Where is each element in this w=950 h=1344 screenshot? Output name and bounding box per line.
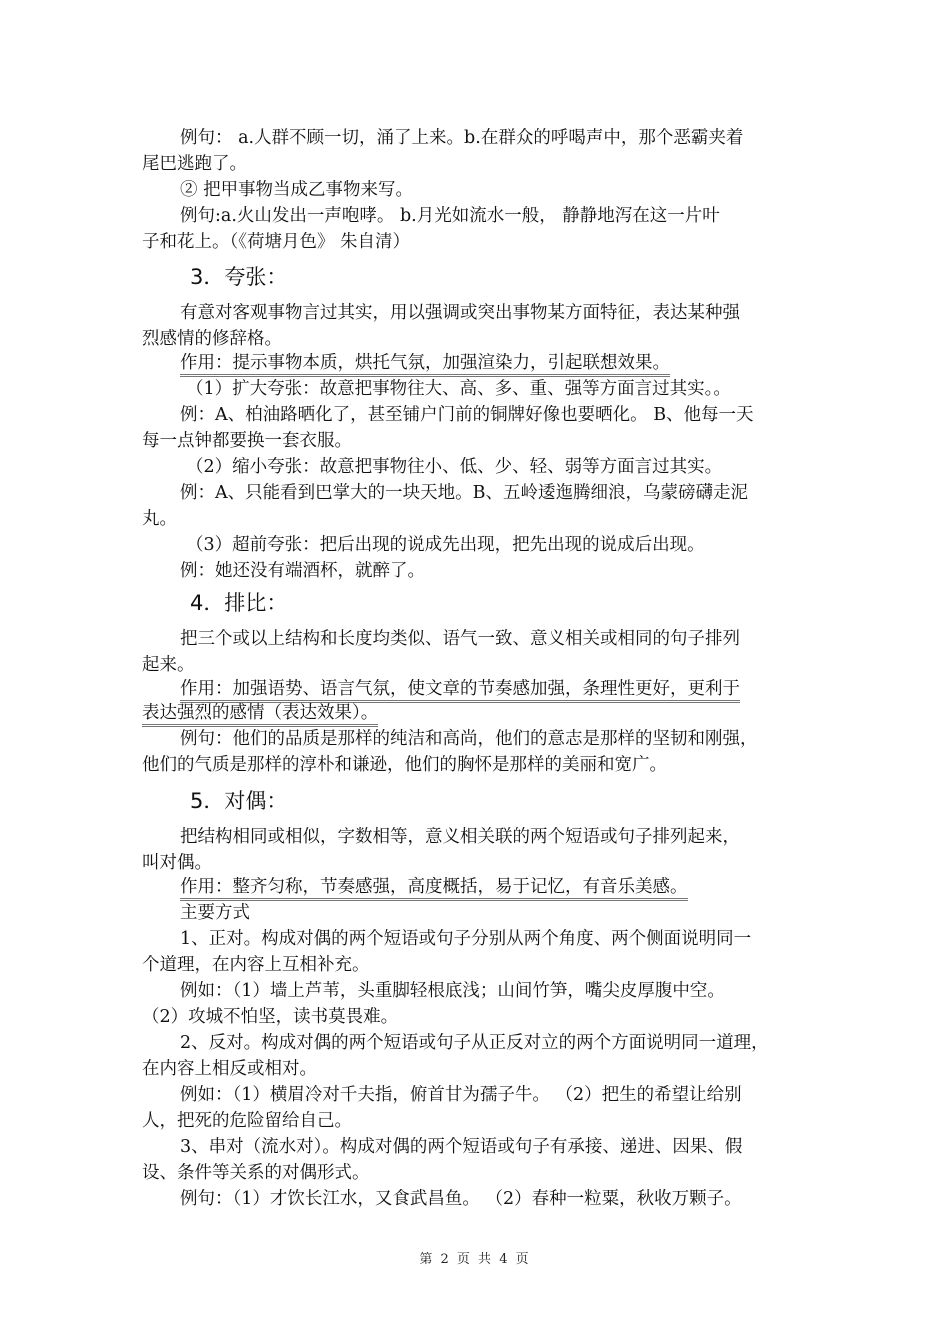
body-line: 他们的气质是那样的淳朴和谦逊，他们的胸怀是那样的美丽和宽广。 — [142, 755, 667, 775]
body-line: 3、串对（流水对）。构成对偶的两个短语或句子有承接、递进、因果、假 — [180, 1137, 743, 1157]
underlined-effect-text: 作用：提示事物本质，烘托气氛，加强渲染力，引起联想效果。 — [180, 352, 670, 377]
body-line: 把结构相同或相似，字数相等，意义相关联的两个短语或句子排列起来， — [180, 827, 740, 847]
body-line: 例如：（1）墙上芦苇，头重脚轻根底浅；山间竹笋，嘴尖皮厚腹中空。 — [180, 981, 725, 1001]
body-line: 烈感情的修辞格。 — [142, 329, 282, 349]
body-line: 例句： a.人群不顾一切，涌了上来。b.在群众的呼喝声中，那个恶霸夹着 — [180, 128, 744, 148]
effect-line — [142, 700, 822, 727]
body-line: 叫对偶。 — [142, 853, 212, 873]
body-line: 主要方式 — [180, 903, 250, 923]
body-line: 人，把死的危险留给自己。 — [142, 1111, 352, 1131]
body-line: （3）超前夸张：把后出现的说成先出现，把先出现的说成后出现。 — [186, 535, 705, 555]
section-heading-parallelism: 4．排比： — [190, 591, 288, 615]
body-line: 例：她还没有端酒杯，就醉了。 — [180, 561, 425, 581]
body-line: （2）攻城不怕坚，读书莫畏难。 — [142, 1007, 399, 1027]
effect-line — [180, 874, 860, 901]
body-line: 例：A、柏油路晒化了，甚至铺户门前的铜牌好像也要晒化。 B、他每一天 — [180, 405, 754, 425]
body-line: 有意对客观事物言过其实，用以强调或突出事物某方面特征，表达某种强 — [180, 303, 740, 323]
body-line: 设、条件等关系的对偶形式。 — [142, 1163, 370, 1183]
underlined-effect-text: 作用：整齐匀称，节奏感强，高度概括，易于记忆，有音乐美感。 — [180, 876, 688, 901]
body-line: （2）缩小夸张：故意把事物往小、低、少、轻、弱等方面言过其实。 — [186, 457, 723, 477]
body-line: 2、反对。构成对偶的两个短语或句子从正反对立的两个方面说明同一道理， — [180, 1033, 769, 1053]
page-number-footer: 第 2 页 共 4 页 — [419, 1252, 531, 1267]
body-line: 1、正对。构成对偶的两个短语或句子分别从两个角度、两个侧面说明同一 — [180, 929, 752, 949]
body-line: 例句：他们的品质是那样的纯洁和高尚，他们的意志是那样的坚韧和刚强， — [180, 729, 758, 749]
underlined-effect-text: 表达强烈的感情（表达效果）。 — [142, 702, 378, 727]
body-line: 例句：（1）才饮长江水，又食武昌鱼。 （2）春种一粒粟，秋收万颗子。 — [180, 1189, 742, 1209]
body-line: 起来。 — [142, 655, 195, 675]
body-line: 每一点钟都要换一套衣服。 — [142, 431, 352, 451]
body-line: 在内容上相反或相对。 — [142, 1059, 317, 1079]
body-line: （1）扩大夸张：故意把事物往大、高、多、重、强等方面言过其实。。 — [186, 379, 731, 399]
body-line: 例：A、只能看到巴掌大的一块天地。B、五岭逶迤腾细浪，乌蒙磅礴走泥 — [180, 483, 748, 503]
underlined-effect-text: 作用：加强语势、语言气氛，使文章的节奏感加强，条理性更好，更利于 — [180, 678, 740, 703]
body-line: 例句:a.火山发出一声咆哮。 b.月光如流水一般， 静静地泻在这一片叶 — [180, 206, 720, 226]
body-line: 例如：（1）横眉冷对千夫指，俯首甘为孺子牛。 （2）把生的希望让给别 — [180, 1085, 742, 1105]
body-line: 尾巴逃跑了。 — [142, 154, 247, 174]
effect-line — [180, 676, 860, 703]
body-line: 子和花上。（《荷塘月色》 朱自清） — [142, 232, 411, 252]
effect-line — [180, 350, 860, 377]
section-heading-exaggeration: 3．夸张： — [190, 265, 288, 289]
section-heading-antithesis: 5．对偶： — [190, 789, 288, 813]
body-line: 把三个或以上结构和长度均类似、语气一致、意义相关或相同的句子排列 — [180, 629, 740, 649]
body-line: ② 把甲事物当成乙事物来写。 — [180, 180, 414, 200]
body-line: 个道理，在内容上互相补充。 — [142, 955, 370, 975]
body-line: 丸。 — [142, 509, 177, 529]
